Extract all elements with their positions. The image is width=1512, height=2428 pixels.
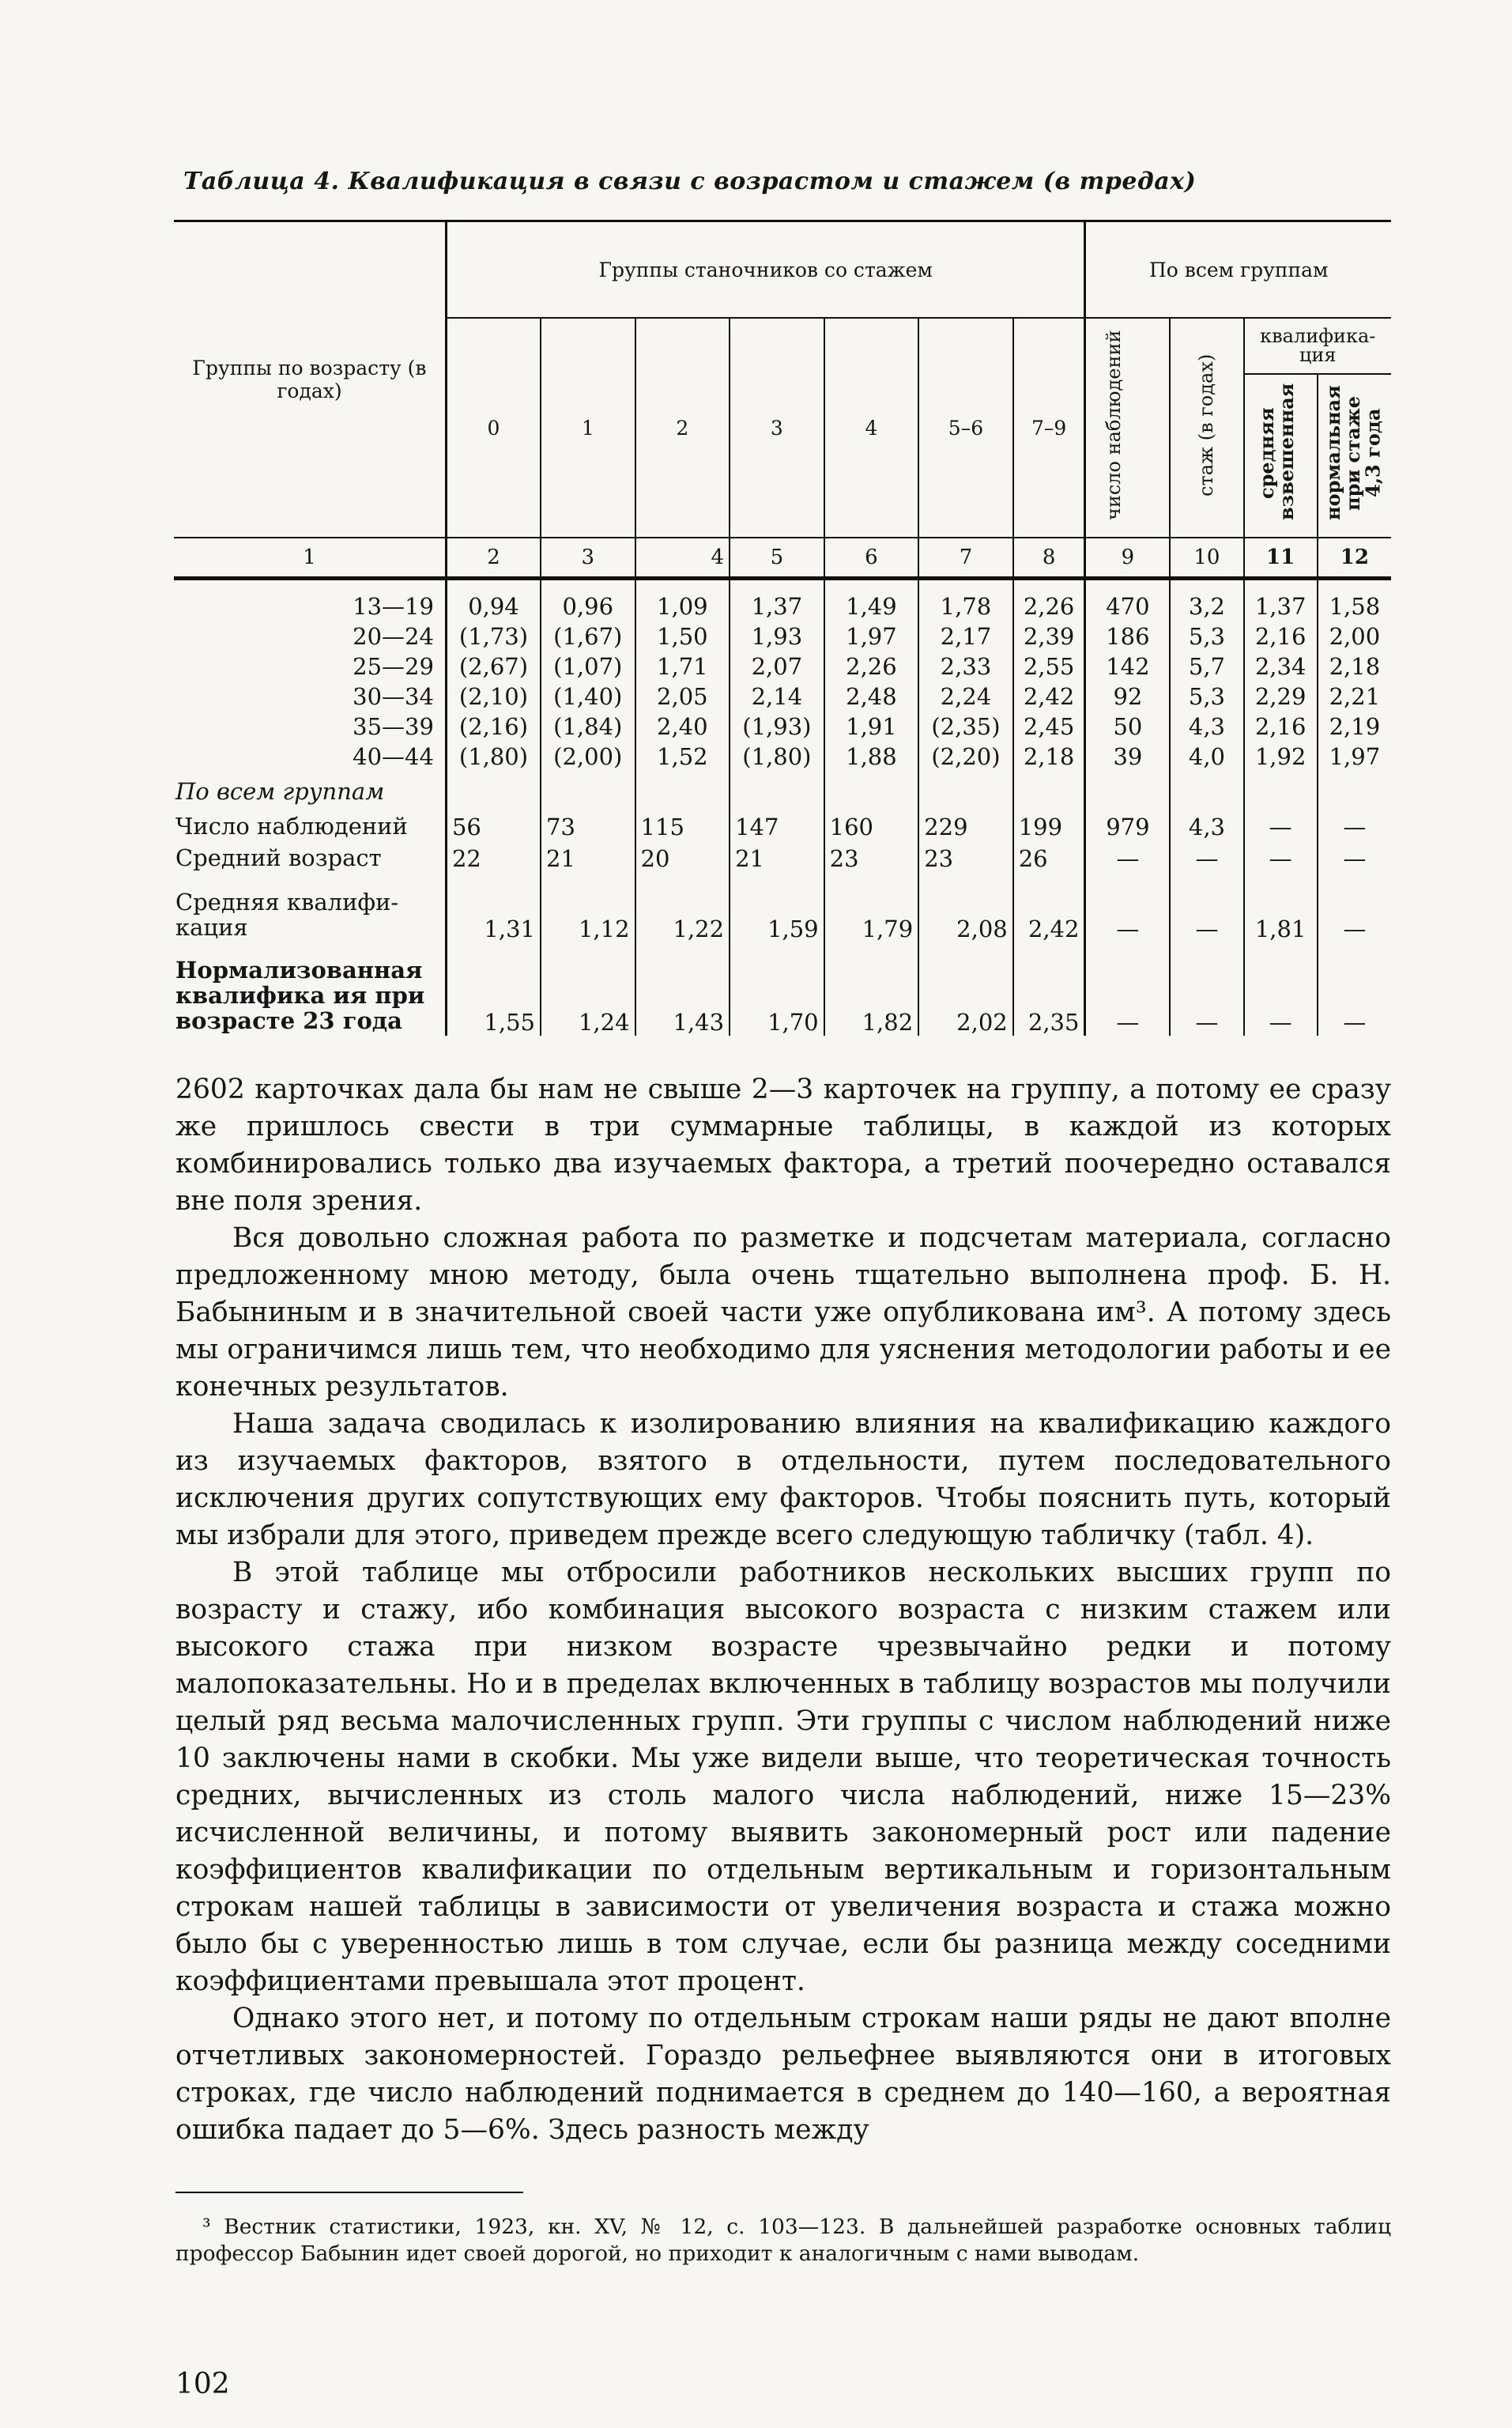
table-cell: — bbox=[1085, 874, 1170, 941]
table-cell: 1,24 bbox=[541, 941, 635, 1036]
table-cell: 56 bbox=[446, 811, 541, 843]
table-cell: 1,97 bbox=[824, 621, 919, 651]
table-cell bbox=[1013, 772, 1085, 811]
header-num-obs: число наблюдений bbox=[1102, 330, 1125, 521]
row-label: 20—24 bbox=[353, 622, 434, 650]
table-cell: — bbox=[1318, 941, 1391, 1036]
table-cell: — bbox=[1244, 941, 1318, 1036]
subheading-by-all-groups: По всем группам bbox=[175, 777, 385, 805]
table-cell: 1,43 bbox=[635, 941, 730, 1036]
paragraph-3: Наша задача сводилась к изолированию влияния на квалификацию каждого из изучаемых факторов, взятого в отдельности, путем последовательного исключения других сопутствующих ему факторов. Чтобы пояснить путь, который мы избрали для этого, приведем прежде всего следующую табличку (табл. 4). bbox=[175, 1408, 1391, 1551]
table-cell: 1,37 bbox=[1244, 579, 1318, 622]
table-cell: 26 bbox=[1013, 843, 1085, 874]
table-cell: 1,91 bbox=[824, 712, 919, 742]
paragraph-4: В этой таблице мы отбросили работников нескольких высших групп по возрасту и стажу, ибо комбинация высокого возраста с низким стажем или высокого стажа при низком возрасте чрезвычайно редки и потому малопоказательны. Но и в пределах включенных в таблицу возрастов мы получили целый ряд весьма малочисленных групп. Эти группы с числом наблюдений ниже 10 заключены нами в скобки. Мы уже видели выше, что теоретическая точность средних, вычисленных из столь малого числа наблюдений, ниже 15—23% исчисленной величины, и потому выявить закономерный рост или падение коэффициентов квалификации по отдельным вертикальным и горизонтальным строкам нашей таблицы в зависимости от увеличения возраста и стажа можно было бы с уверенностью лишь в том случае, если бы разница между соседними коэффициентами превышала этот процент. bbox=[175, 1557, 1391, 1997]
table-cell: 23 bbox=[918, 843, 1013, 874]
table-cell: 2,18 bbox=[1013, 742, 1085, 772]
header-stazh-2: 2 bbox=[635, 318, 730, 538]
table-cell: 142 bbox=[1085, 651, 1170, 682]
table-cell: — bbox=[1085, 941, 1170, 1036]
table-cell: — bbox=[1170, 843, 1243, 874]
table-cell: 2,29 bbox=[1244, 682, 1318, 712]
table-cell bbox=[1244, 772, 1318, 811]
table-summary-row bbox=[174, 811, 1391, 843]
header-stazh-5-6: 5–6 bbox=[918, 318, 1013, 538]
table-row bbox=[174, 712, 1391, 742]
header-stazh-groups: Группы станочников со стажем bbox=[446, 221, 1085, 319]
table-cell: 1,93 bbox=[730, 621, 824, 651]
table-cell: 160 bbox=[824, 811, 919, 843]
table-cell bbox=[1170, 772, 1243, 811]
table-cell: 1,71 bbox=[635, 651, 730, 682]
paragraph-1: 2602 карточках дала бы нам не свыше 2—3 карточек на группу, а потому ее сразу же пришлось свести в три суммарные таблицы, в каждой из которых комбинировались только два изучаемых фактора, а третий поочередно оставался вне поля зрения. bbox=[175, 1074, 1391, 1217]
table-cell: 2,34 bbox=[1244, 651, 1318, 682]
table-cell: (1,80) bbox=[446, 742, 541, 772]
row-label: Нормализованная квалифика ия при возрасте 23 года bbox=[175, 957, 425, 1035]
table-cell: (2,20) bbox=[918, 742, 1013, 772]
table-cell: 2,00 bbox=[1318, 621, 1391, 651]
table-cell: (1,93) bbox=[730, 712, 824, 742]
table-cell: 1,82 bbox=[824, 941, 919, 1036]
table-cell: 1,37 bbox=[730, 579, 824, 622]
table-row bbox=[174, 579, 1391, 622]
table-caption: Таблица 4. Квалификация в связи с возрастом и стажем (в тредах) bbox=[183, 168, 1197, 195]
table-cell: 1,79 bbox=[824, 874, 919, 941]
table-cell: 50 bbox=[1085, 712, 1170, 742]
qualification-table bbox=[174, 220, 1391, 1036]
table-cell: 4,3 bbox=[1170, 811, 1243, 843]
table-cell: 1,92 bbox=[1244, 742, 1318, 772]
table-cell: 92 bbox=[1085, 682, 1170, 712]
table-cell: 1,12 bbox=[541, 874, 635, 941]
table-cell: 1,52 bbox=[635, 742, 730, 772]
header-stazh-4: 4 bbox=[824, 318, 919, 538]
header-stazh-7-9: 7–9 bbox=[1013, 318, 1085, 538]
table-cell: (1,80) bbox=[730, 742, 824, 772]
table-cell: 2,45 bbox=[1013, 712, 1085, 742]
col-num-7: 7 bbox=[918, 538, 1013, 579]
table-cell: — bbox=[1318, 874, 1391, 941]
table-cell: — bbox=[1244, 843, 1318, 874]
table-cell: 1,58 bbox=[1318, 579, 1391, 622]
row-label: Средний возраст bbox=[175, 844, 382, 872]
col-num-4: 4 bbox=[635, 538, 730, 579]
table-cell: 22 bbox=[446, 843, 541, 874]
table-cell: 2,42 bbox=[1013, 874, 1085, 941]
table-row bbox=[174, 621, 1391, 651]
table-cell: 1,81 bbox=[1244, 874, 1318, 941]
table-cell: 2,16 bbox=[1244, 712, 1318, 742]
header-stazh-years: стаж (в годах) bbox=[1195, 353, 1218, 497]
table-cell: 470 bbox=[1085, 579, 1170, 622]
table-cell: (1,73) bbox=[446, 621, 541, 651]
table-cell: 2,19 bbox=[1318, 712, 1391, 742]
table-cell: 1,22 bbox=[635, 874, 730, 941]
table-cell: 2,18 bbox=[1318, 651, 1391, 682]
table-cell: 1,70 bbox=[730, 941, 824, 1036]
footnote-rule bbox=[175, 2192, 523, 2193]
table-cell bbox=[730, 772, 824, 811]
paragraph-5: Однако этого нет, и потому по отдельным строкам наши ряды не дают вполне отчетливых закономерностей. Гораздо рельефнее выявляются они в итоговых строках, где число наблюдений поднимается в среднем до 140—160, а вероятная ошибка падает до 5—6%. Здесь разность между bbox=[175, 2003, 1391, 2146]
table-cell: 0,96 bbox=[541, 579, 635, 622]
table-cell: 1,50 bbox=[635, 621, 730, 651]
header-normal: нормальная при стаже 4,3 года bbox=[1321, 385, 1385, 521]
table-cell bbox=[1318, 772, 1391, 811]
footnote: ³ Вестник статистики, 1923, кн. XV, № 12, с. 103—123. В дальнейшей разработке основных таблиц профессор Бабынин идет своей дорогой, но приходит к аналогичным с нами выводам. bbox=[175, 2215, 1391, 2266]
table-summary-row bbox=[174, 874, 1391, 941]
table-cell: (2,35) bbox=[918, 712, 1013, 742]
table-cell: 2,55 bbox=[1013, 651, 1085, 682]
table-cell: 979 bbox=[1085, 811, 1170, 843]
row-label: 40—44 bbox=[353, 742, 434, 770]
table-cell bbox=[1085, 772, 1170, 811]
table-cell: 21 bbox=[541, 843, 635, 874]
table-cell: 2,21 bbox=[1318, 682, 1391, 712]
table-cell: — bbox=[1244, 811, 1318, 843]
table-cell: 2,39 bbox=[1013, 621, 1085, 651]
header-stazh-3: 3 bbox=[730, 318, 824, 538]
table-cell: (1,40) bbox=[541, 682, 635, 712]
table-cell: 1,88 bbox=[824, 742, 919, 772]
header-avg-weighted: средняя взвешенная bbox=[1255, 383, 1299, 521]
body-text bbox=[175, 1071, 1391, 2149]
table-cell: 5,7 bbox=[1170, 651, 1243, 682]
table-cell: 2,07 bbox=[730, 651, 824, 682]
table-cell bbox=[635, 772, 730, 811]
table-cell: 3,2 bbox=[1170, 579, 1243, 622]
col-num-5: 5 bbox=[730, 538, 824, 579]
table-cell: (1,67) bbox=[541, 621, 635, 651]
table-cell: 1,59 bbox=[730, 874, 824, 941]
table-cell: 2,16 bbox=[1244, 621, 1318, 651]
header-all-groups: По всем группам bbox=[1085, 221, 1391, 319]
table-cell: — bbox=[1085, 843, 1170, 874]
table-cell: 1,78 bbox=[918, 579, 1013, 622]
header-age-groups: Группы по возрасту (в годах) bbox=[174, 221, 446, 538]
col-num-3: 3 bbox=[541, 538, 635, 579]
col-num-2: 2 bbox=[446, 538, 541, 579]
row-label: 25—29 bbox=[353, 652, 434, 680]
col-num-1: 1 bbox=[174, 538, 446, 579]
table-cell: 147 bbox=[730, 811, 824, 843]
table-cell: 2,26 bbox=[1013, 579, 1085, 622]
table-cell: 5,3 bbox=[1170, 621, 1243, 651]
table-cell: 0,94 bbox=[446, 579, 541, 622]
table-cell: 4,3 bbox=[1170, 712, 1243, 742]
table-cell: 2,48 bbox=[824, 682, 919, 712]
table-cell: 2,24 bbox=[918, 682, 1013, 712]
table-row bbox=[174, 682, 1391, 712]
table-cell: 115 bbox=[635, 811, 730, 843]
row-label: 13—19 bbox=[353, 592, 434, 620]
table-cell bbox=[446, 772, 541, 811]
table-summary-row bbox=[174, 843, 1391, 874]
col-num-6: 6 bbox=[824, 538, 919, 579]
table-cell: 2,05 bbox=[635, 682, 730, 712]
table-cell: 2,40 bbox=[635, 712, 730, 742]
table-cell: (2,00) bbox=[541, 742, 635, 772]
page-number: 102 bbox=[175, 2368, 230, 2400]
table-cell: — bbox=[1170, 941, 1243, 1036]
table-cell: 2,14 bbox=[730, 682, 824, 712]
table-cell: 2,02 bbox=[918, 941, 1013, 1036]
table-row-subheading bbox=[174, 772, 1391, 811]
table-cell: 4,0 bbox=[1170, 742, 1243, 772]
table-cell: 2,33 bbox=[918, 651, 1013, 682]
table-cell: 2,08 bbox=[918, 874, 1013, 941]
header-qualification: квалифика-ция bbox=[1244, 318, 1391, 374]
col-num-9: 9 bbox=[1085, 538, 1170, 579]
row-label: Число наблюдений bbox=[175, 813, 408, 840]
table-cell: — bbox=[1170, 874, 1243, 941]
table-cell: (2,67) bbox=[446, 651, 541, 682]
table-summary-row bbox=[174, 941, 1391, 1036]
table-cell: 2,17 bbox=[918, 621, 1013, 651]
table-cell: 186 bbox=[1085, 621, 1170, 651]
table-cell: 229 bbox=[918, 811, 1013, 843]
table-row bbox=[174, 651, 1391, 682]
table-cell bbox=[541, 772, 635, 811]
table-cell: (2,16) bbox=[446, 712, 541, 742]
header-stazh-0: 0 bbox=[446, 318, 541, 538]
table-cell: — bbox=[1318, 843, 1391, 874]
table-cell bbox=[824, 772, 919, 811]
col-num-12: 12 bbox=[1318, 538, 1391, 579]
table-cell: 1,49 bbox=[824, 579, 919, 622]
table-cell: 2,26 bbox=[824, 651, 919, 682]
table-cell: (1,84) bbox=[541, 712, 635, 742]
table-cell: 2,42 bbox=[1013, 682, 1085, 712]
table-cell: 1,97 bbox=[1318, 742, 1391, 772]
table-cell: 1,09 bbox=[635, 579, 730, 622]
row-label: 35—39 bbox=[353, 712, 434, 740]
table-cell: — bbox=[1318, 811, 1391, 843]
col-num-10: 10 bbox=[1170, 538, 1243, 579]
row-label: Средняя квалифи-кация bbox=[175, 889, 399, 942]
col-num-8: 8 bbox=[1013, 538, 1085, 579]
col-num-11: 11 bbox=[1244, 538, 1318, 579]
table-cell: 39 bbox=[1085, 742, 1170, 772]
table-cell: 199 bbox=[1013, 811, 1085, 843]
header-stazh-1: 1 bbox=[541, 318, 635, 538]
table-cell: (2,10) bbox=[446, 682, 541, 712]
table-cell: (1,07) bbox=[541, 651, 635, 682]
table-cell: 2,35 bbox=[1013, 941, 1085, 1036]
table-row bbox=[174, 742, 1391, 772]
table-cell bbox=[918, 772, 1013, 811]
table-cell: 1,55 bbox=[446, 941, 541, 1036]
table-cell: 21 bbox=[730, 843, 824, 874]
table-cell: 1,31 bbox=[446, 874, 541, 941]
row-label: 30—34 bbox=[353, 682, 434, 710]
table-cell: 23 bbox=[824, 843, 919, 874]
table-cell: 73 bbox=[541, 811, 635, 843]
paragraph-2: Вся довольно сложная работа по разметке и подсчетам материала, согласно предложенному мною методу, была очень тщательно выполнена проф. Б. Н. Бабыниным и в значительной своей части уже опубликована им³. А потому здесь мы ограничимся лишь тем, что необходимо для уяснения методологии работы и ее конечных результатов. bbox=[175, 1222, 1391, 1403]
table-cell: 5,3 bbox=[1170, 682, 1243, 712]
table-cell: 20 bbox=[635, 843, 730, 874]
